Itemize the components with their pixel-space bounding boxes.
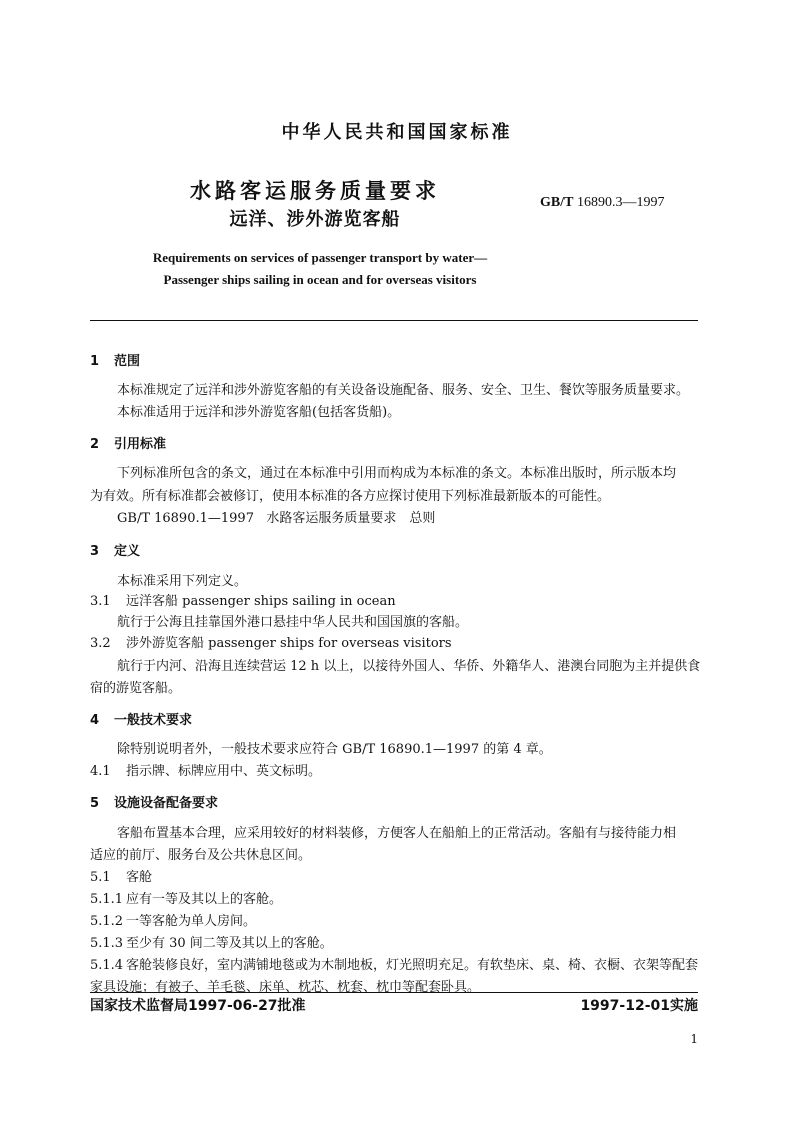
definition-term — [90, 590, 396, 609]
section-heading-2 — [90, 433, 166, 452]
section-heading-3 — [90, 540, 140, 559]
implementation-date: 1997-12-01实施 — [580, 998, 698, 1014]
standard-prefix: GB/T — [540, 195, 574, 210]
clause — [90, 760, 321, 779]
clause-text: 应有一等及其以上的客舱。 — [126, 892, 283, 907]
clause-number: 4.1 — [90, 764, 111, 779]
header-divider — [90, 320, 698, 321]
definition-text-continuation: 宿的游览客船。 — [90, 681, 182, 696]
document-subtitle: 远洋、涉外游览客船 — [229, 209, 401, 230]
definition-text: 航行于内河、沿海且连续营运 12 h 以上，以接待外国人、华侨、外籍华人、港澳台同胞为主并提供食 — [117, 659, 701, 674]
clause — [90, 954, 698, 973]
clause-number: 5.1 — [90, 870, 111, 885]
clause — [90, 932, 333, 951]
section-heading-1 — [90, 350, 140, 369]
footer-divider — [90, 992, 698, 993]
english-title-line2: Passenger ships sailing in ocean and for overseas visitors — [163, 272, 477, 287]
page-number: 1 — [690, 1032, 698, 1046]
clause — [90, 888, 282, 907]
paragraph: 本标准规定了远洋和涉外游览客船的有关设备设施配备、服务、安全、卫生、餐饮等服务质量要求。 — [117, 383, 690, 398]
ref-title: 水路客运服务质量要求 总则 — [266, 511, 436, 526]
document-title: 水路客运服务质量要求 — [190, 179, 440, 203]
paragraph: 本标准适用于远洋和涉外游览客船(包括客货船)。 — [117, 405, 401, 420]
clause-number: 5.1.3 — [90, 936, 124, 951]
subsection-title: 客舱 — [126, 870, 153, 885]
subsection-heading — [90, 866, 152, 885]
section-number: 3 — [90, 544, 100, 559]
clause-number: 3.1 — [90, 594, 111, 609]
section-title: 范围 — [114, 354, 141, 369]
clause-number: 5.1.2 — [90, 914, 124, 929]
clause-number: 5.1.1 — [90, 892, 124, 907]
section-heading-4 — [90, 709, 192, 728]
clause-number: 3.2 — [90, 636, 111, 651]
term-text: 涉外游览客船 passenger ships for overseas visitors — [126, 636, 452, 651]
paragraph-continuation: 适应的前厅、服务台及公共休息区间。 — [90, 848, 312, 863]
clause-number: 5.1.4 — [90, 958, 124, 973]
section-number: 4 — [90, 713, 100, 728]
national-standard-label: 中华人民共和国国家标准 — [281, 122, 513, 143]
section-title: 引用标准 — [114, 437, 167, 452]
approval-date: 国家技术监督局1997-06-27批准 — [90, 998, 306, 1014]
clause-continuation: 家具设施；有被子、羊毛毯、床单、枕芯、枕套、枕巾等配套卧具。 — [90, 980, 481, 995]
definition-text: 航行于公海且挂靠国外港口悬挂中华人民共和国国旗的客船。 — [117, 615, 469, 630]
referenced-standard — [117, 507, 435, 526]
english-title-line1: Requirements on services of passenger transport by water— — [152, 250, 488, 265]
clause-text: 至少有 30 间二等及其以上的客舱。 — [126, 936, 333, 951]
section-title: 设施设备配备要求 — [114, 796, 219, 811]
standard-code: 16890.3—1997 — [576, 195, 665, 210]
paragraph: 本标准采用下列定义。 — [117, 574, 248, 589]
paragraph: 除特别说明者外，一般技术要求应符合 GB/T 16890.1—1997 的第 4 章。 — [117, 742, 552, 757]
clause-text: 一等客舱为单人房间。 — [126, 914, 257, 929]
clause-text: 指示牌、标牌应用中、英文标明。 — [126, 764, 322, 779]
paragraph-continuation: 为有效。所有标准都会被修订，使用本标准的各方应探讨使用下列标准最新版本的可能性。 — [90, 489, 611, 504]
paragraph: 下列标准所包含的条文，通过在本标准中引用而构成为本标准的条文。本标准出版时，所示版本均 — [117, 466, 677, 481]
clause — [90, 910, 256, 929]
section-number: 5 — [90, 796, 100, 811]
term-text: 远洋客船 passenger ships sailing in ocean — [126, 594, 396, 609]
section-number: 1 — [90, 354, 100, 369]
section-number: 2 — [90, 437, 100, 452]
section-title: 定义 — [114, 544, 141, 559]
paragraph: 客船布置基本合理，应采用较好的材料装修，方便客人在船舶上的正常活动。客船有与接待能力相 — [117, 826, 677, 841]
section-heading-5 — [90, 792, 218, 811]
standard-number — [540, 195, 664, 211]
definition-term — [90, 632, 452, 651]
section-title: 一般技术要求 — [114, 713, 193, 728]
clause-text: 客舱装修良好，室内满铺地毯或为木制地板，灯光照明充足。有软垫床、桌、椅、衣橱、衣架等配套 — [126, 958, 699, 973]
ref-code: GB/T 16890.1—1997 — [117, 511, 254, 526]
